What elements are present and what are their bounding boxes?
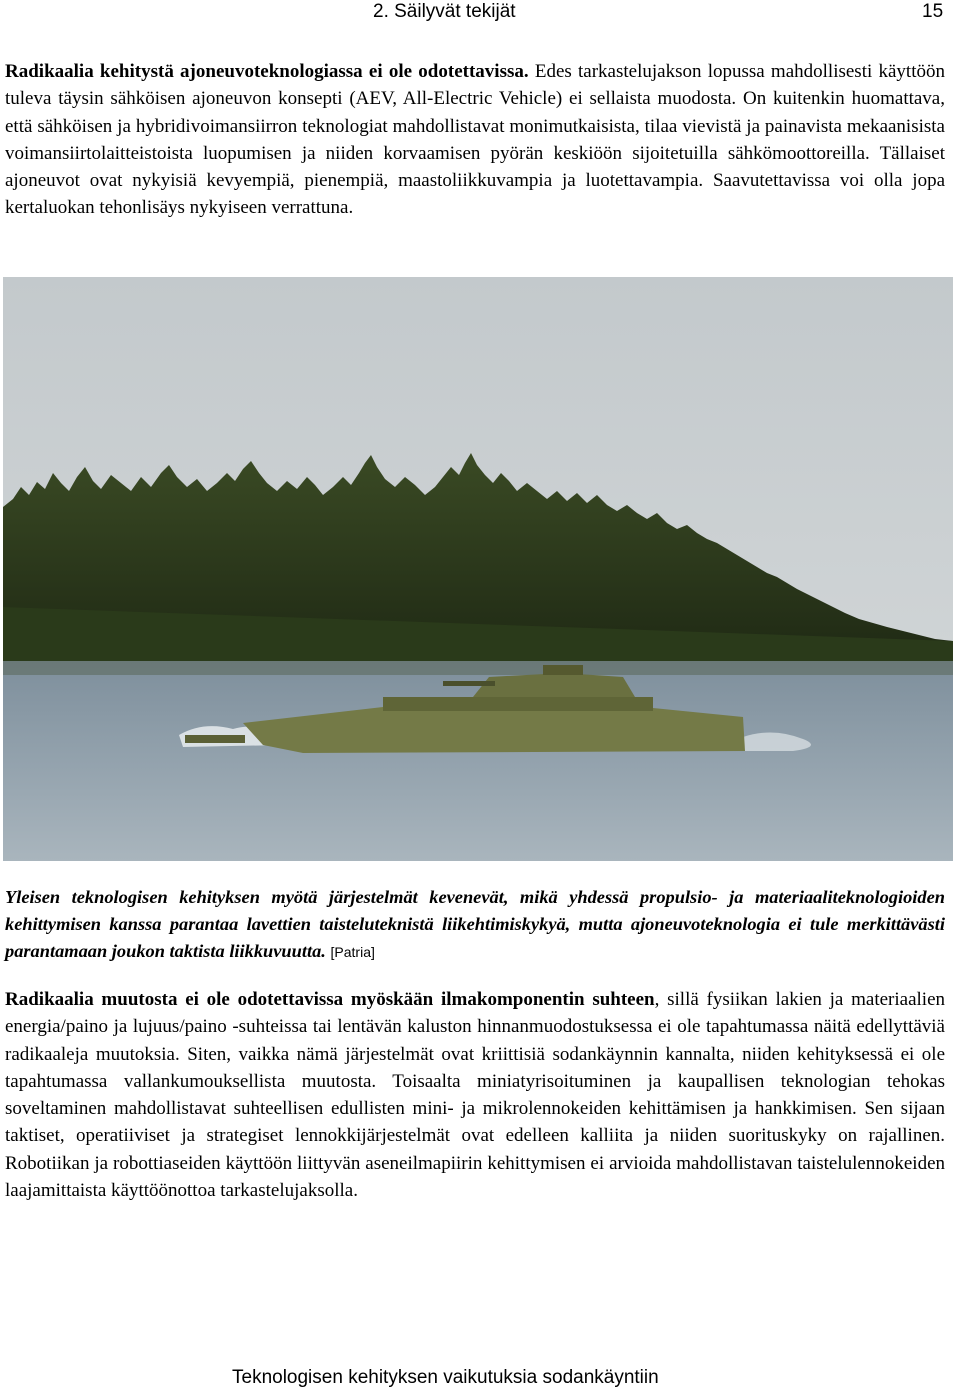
vehicle-front-plate (185, 735, 245, 743)
vehicle-gun (443, 681, 495, 686)
amphibious-vehicle-photo (3, 277, 953, 861)
vehicle-turret (473, 673, 635, 697)
caption-text: Yleisen teknologisen kehityksen myötä järjestelmät kevenevät, mikä yhdessä propulsio- ja materiaaliteknologioiden kehittymisen kanssa parantaa lavettien taisteluteknistä liikehtimiskykyä, mutta ajoneuvoteknologia ei tule merkittävästi parantamaan joukon taktista liikkuvuutta. (5, 887, 945, 961)
paragraph-air-component (5, 986, 945, 1204)
paragraph-body: Edes tarkastelujakson lopussa mahdollisesti käyttöön tuleva täysin sähköisen ajoneuvon konsepti (AEV, All-Electric Vehicle) ei sellaista muodosta. On kuitenkin huomattava, että sähköisen ja hybridivoimansiirron teknologiat mahdollistavat monimutkaisista, tilaa vievistä ja painavista mekaanisista voimansiirtolaitteistoista luopumisen ja niiden korvaamisen pyörän keskiöön sijoitetuilla sähkömoottoreilla. Tällaiset ajoneuvot ovat nykyisiä kevyempiä, pienempiä, maastoliikkuvampia ja luotettavampia. Saavutettavissa voi olla jopa kertaluokan tehonlisäys nykyiseen verrattuna. (5, 61, 945, 219)
vehicle-deck (383, 697, 653, 711)
paragraph-vehicle-technology (5, 58, 945, 222)
photo-credit: [Patria] (330, 944, 375, 960)
chapter-title: 2. Säilyvät tekijät (373, 1, 516, 22)
vehicle-hatch (543, 665, 583, 675)
running-footer: Teknologisen kehityksen vaikutuksia sodankäyntiin (232, 1367, 659, 1388)
running-header (0, 0, 960, 26)
page-number: 15 (922, 1, 944, 22)
paragraph-lead: Radikaalia kehitystä ajoneuvoteknologiassa ei ole odotettavissa. (5, 61, 529, 82)
figure-caption (5, 884, 945, 966)
shore-reflection (3, 661, 953, 675)
paragraph-body: , sillä fysiikan lakien ja materiaalien energia/paino ja lujuus/paino -suhteissa tai lentävän kaluston hinnanmuodostuksessa ei ole tapahtumassa näitä edellyttäviä radikaaleja muutoksia. Siten, vaikka nämä järjestelmät ovat kriittisiä sodankäynnin kannalta, niiden kehityksessä ei ole tapahtumassa vallankumouksellista muutosta. Toisaalta miniatyrisoituminen ja kaupallisen teknologian tehokas soveltaminen mahdollistavat suhteellisen edullisten mini- ja mikrolennokeiden kehittämisen ja hankkimisen. Sen sijaan taktiset, operatiiviset ja strategiset lennokkijärjestelmät ovat edelleen kalliita ja niiden suorituskyky on rajallinen. Robotiikan ja robottiaseiden käyttöön liittyvän aseneilmapiirin kehittymisen ei arvioida mahdollistavan taistelulennokeiden laajamittaista käyttöönottoa tarkastelujaksolla. (5, 989, 945, 1202)
paragraph-lead: Radikaalia muutosta ei ole odotettavissa myöskään ilmakomponentin suhteen (5, 989, 655, 1010)
